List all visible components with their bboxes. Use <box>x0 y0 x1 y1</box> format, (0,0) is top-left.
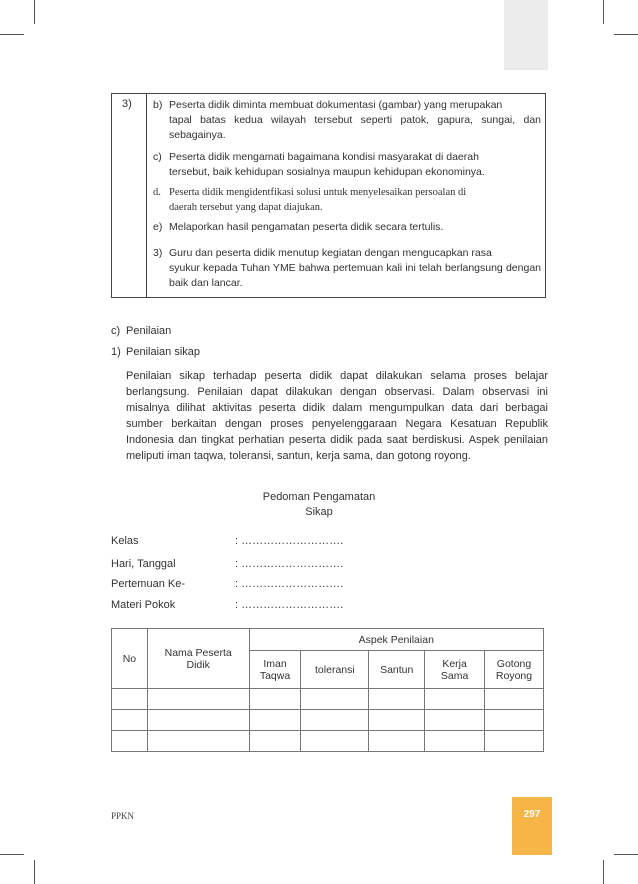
assessment-table <box>111 628 544 752</box>
col-header-name: Nama Peserta Didik <box>147 629 249 689</box>
col-header-aspect: Kerja Sama <box>425 651 485 689</box>
activity-item-c <box>153 150 541 180</box>
item-text-cont: tersebut, baik kehidupan sosialnya maupun kehidupan ekonominya. <box>169 166 485 178</box>
field-value: : ………………………. <box>235 599 344 611</box>
col-header-aspect: Gotong Royong <box>485 651 544 689</box>
item-text: Melaporkan hasil pengamatan peserta didik secara tertulis. <box>169 221 444 233</box>
field-key: Hari, Tanggal <box>111 558 176 570</box>
col-header-aspect: Iman Taqwa <box>249 651 301 689</box>
section-c <box>111 325 171 337</box>
activity-item-e <box>153 220 541 235</box>
item-text-cont: syukur kepada Tuhan YME bahwa pertemuan kali ini telah berlangsung dengan baik dan lancar. <box>169 262 541 289</box>
field-pertemuan <box>111 578 343 590</box>
item-text: Peserta didik mengamati bagaimana kondisi masyarakat di daerah <box>169 151 479 163</box>
crop-mark <box>34 860 35 884</box>
page-tab-marker <box>504 0 548 70</box>
item-text: Peserta didik mengidentfikasi solusi untuk menyelesaikan persoalan di <box>169 187 467 198</box>
item-label: d. <box>153 187 161 198</box>
activity-number: 3) <box>122 98 132 110</box>
item-text: Peserta didik diminta membuat dokumentasi (gambar) yang merupakan <box>169 99 503 111</box>
page-number: 297 <box>523 809 541 820</box>
item-text: Guru dan peserta didik menutup kegiatan dengan mengucapkan rasa <box>169 247 492 259</box>
guide-subtitle: Sikap <box>305 506 333 518</box>
item-label: 3) <box>153 247 163 259</box>
crop-mark <box>614 34 638 35</box>
crop-mark <box>603 860 604 884</box>
col-header-aspek: Aspek Penilaian <box>249 629 543 651</box>
field-key: Pertemuan Ke- <box>111 578 185 590</box>
col-header-aspect: toleransi <box>301 651 369 689</box>
crop-mark <box>0 34 24 35</box>
crop-mark <box>614 854 638 855</box>
item-label: c) <box>153 151 162 163</box>
guide-title: Pedoman Pengamatan <box>262 491 376 503</box>
crop-mark <box>34 0 35 24</box>
section-title: Penilaian sikap <box>126 346 200 358</box>
activity-item-d <box>153 185 541 215</box>
field-key: Kelas <box>111 535 139 547</box>
field-value: : ………………………. <box>235 535 344 547</box>
table-row <box>112 710 544 731</box>
table-row <box>112 731 544 752</box>
item-text-cont: daerah tersebut yang dapat diajukan. <box>169 202 323 213</box>
table-row <box>112 689 544 710</box>
section-label: c) <box>111 325 121 337</box>
assessment-paragraph: Penilaian sikap terhadap peserta didik dapat dilakukan selama proses belajar berlangsung. Penilaian dapat dilakukan dengan observasi. Dalam observasi ini misalnya dilihat aktivitas peserta didik dalam mengumpulkan data dari berbagai sumber berkaitan dengan proses penyelenggaraan Negara Kesatuan Republik Indonesia dan tingkat perhatian peserta didik pada saat berdiskusi. Aspek penilaian meliputi iman taqwa, toleransi, santun, kerja sama, dan gotong royong. <box>126 370 548 462</box>
activity-box-divider <box>146 93 147 297</box>
item-text-cont: tapal batas kedua wilayah tersebut seperti patok, gapura, sungai, dan sebagainya. <box>169 114 541 141</box>
col-header-no: No <box>112 629 148 689</box>
field-key: Materi Pokok <box>111 599 176 611</box>
page-number-badge <box>512 797 552 855</box>
crop-mark <box>0 854 24 855</box>
section-title: Penilaian <box>126 325 172 337</box>
activity-item-b <box>153 98 541 143</box>
footer-subject: PPKN <box>111 811 135 821</box>
field-value: : ………………………. <box>235 578 344 590</box>
field-materi-pokok <box>111 599 343 611</box>
item-label: e) <box>153 221 163 233</box>
item-label: b) <box>153 99 163 111</box>
col-header-aspect: Santun <box>369 651 425 689</box>
section-label: 1) <box>111 346 121 358</box>
section-1 <box>111 346 200 358</box>
field-kelas <box>111 535 343 547</box>
field-value: : ………………………. <box>235 558 344 570</box>
crop-mark <box>603 0 604 24</box>
activity-item-3 <box>153 246 541 291</box>
field-hari-tanggal <box>111 558 343 570</box>
